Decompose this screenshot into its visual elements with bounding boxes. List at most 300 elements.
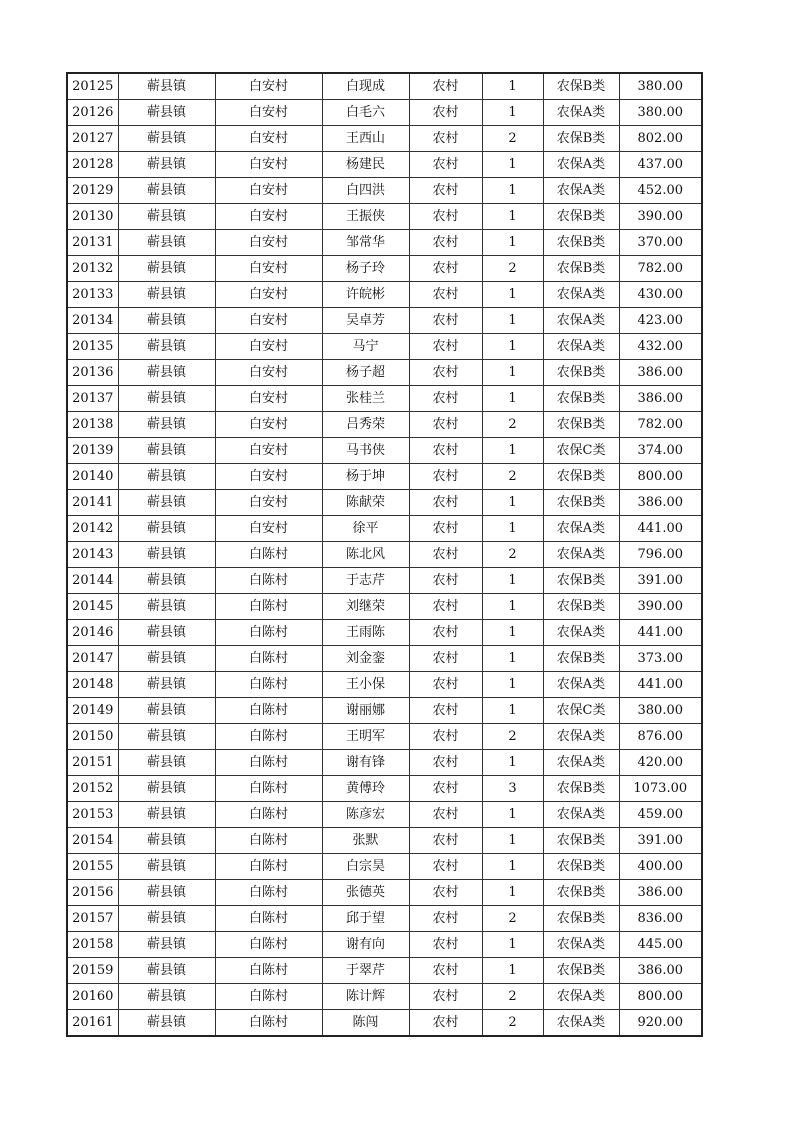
count-cell: 2 [482,724,543,750]
area-cell: 农村 [409,152,482,178]
area-cell: 农村 [409,672,482,698]
village-cell: 白陈村 [215,802,322,828]
serial-cell: 20161 [67,1010,118,1037]
village-cell: 白陈村 [215,620,322,646]
category-cell: 农保B类 [543,958,619,984]
table-row [67,854,702,880]
table-row [67,126,702,152]
town-cell: 蕲县镇 [118,386,215,412]
area-cell: 农村 [409,100,482,126]
area-cell: 农村 [409,698,482,724]
serial-cell: 20150 [67,724,118,750]
category-cell: 农保A类 [543,620,619,646]
table-row [67,100,702,126]
serial-cell: 20128 [67,152,118,178]
count-cell: 1 [482,73,543,100]
town-cell: 蕲县镇 [118,854,215,880]
serial-cell: 20139 [67,438,118,464]
serial-cell: 20140 [67,464,118,490]
amount-cell: 452.00 [619,178,702,204]
town-cell: 蕲县镇 [118,880,215,906]
category-cell: 农保A类 [543,178,619,204]
table-row [67,906,702,932]
serial-cell: 20135 [67,334,118,360]
village-cell: 白陈村 [215,880,322,906]
area-cell: 农村 [409,464,482,490]
table-row [67,828,702,854]
name-cell: 杨子超 [322,360,409,386]
area-cell: 农村 [409,386,482,412]
area-cell: 农村 [409,542,482,568]
table-row [67,750,702,776]
area-cell: 农村 [409,568,482,594]
name-cell: 杨子玲 [322,256,409,282]
serial-cell: 20145 [67,594,118,620]
count-cell: 1 [482,386,543,412]
category-cell: 农保B类 [543,828,619,854]
table-row [67,802,702,828]
count-cell: 1 [482,750,543,776]
name-cell: 吴卓芳 [322,308,409,334]
name-cell: 张德英 [322,880,409,906]
table-row [67,958,702,984]
name-cell: 吕秀荣 [322,412,409,438]
category-cell: 农保B类 [543,204,619,230]
count-cell: 2 [482,412,543,438]
amount-cell: 374.00 [619,438,702,464]
serial-cell: 20160 [67,984,118,1010]
count-cell: 1 [482,594,543,620]
table-row [67,620,702,646]
town-cell: 蕲县镇 [118,282,215,308]
table-row [67,73,702,100]
name-cell: 马宁 [322,334,409,360]
name-cell: 黄傅玲 [322,776,409,802]
village-cell: 白安村 [215,152,322,178]
village-cell: 白陈村 [215,828,322,854]
area-cell: 农村 [409,932,482,958]
count-cell: 1 [482,958,543,984]
area-cell: 农村 [409,126,482,152]
table-row [67,698,702,724]
table-row [67,490,702,516]
area-cell: 农村 [409,854,482,880]
area-cell: 农村 [409,438,482,464]
serial-cell: 20155 [67,854,118,880]
name-cell: 陈北风 [322,542,409,568]
village-cell: 白安村 [215,516,322,542]
name-cell: 刘继荣 [322,594,409,620]
area-cell: 农村 [409,178,482,204]
area-cell: 农村 [409,516,482,542]
area-cell: 农村 [409,906,482,932]
serial-cell: 20130 [67,204,118,230]
name-cell: 谢有锋 [322,750,409,776]
count-cell: 1 [482,204,543,230]
amount-cell: 432.00 [619,334,702,360]
count-cell: 1 [482,672,543,698]
amount-cell: 423.00 [619,308,702,334]
table-row [67,256,702,282]
table-row [67,360,702,386]
name-cell: 马书侠 [322,438,409,464]
amount-cell: 400.00 [619,854,702,880]
count-cell: 1 [482,100,543,126]
village-cell: 白陈村 [215,854,322,880]
village-cell: 白安村 [215,308,322,334]
village-cell: 白安村 [215,438,322,464]
town-cell: 蕲县镇 [118,360,215,386]
amount-cell: 800.00 [619,984,702,1010]
name-cell: 白宗昊 [322,854,409,880]
amount-cell: 459.00 [619,802,702,828]
area-cell: 农村 [409,334,482,360]
village-cell: 白安村 [215,256,322,282]
town-cell: 蕲县镇 [118,750,215,776]
name-cell: 刘金銮 [322,646,409,672]
town-cell: 蕲县镇 [118,620,215,646]
serial-cell: 20136 [67,360,118,386]
area-cell: 农村 [409,958,482,984]
count-cell: 2 [482,906,543,932]
serial-cell: 20131 [67,230,118,256]
village-cell: 白安村 [215,334,322,360]
count-cell: 1 [482,828,543,854]
town-cell: 蕲县镇 [118,438,215,464]
village-cell: 白陈村 [215,698,322,724]
village-cell: 白陈村 [215,542,322,568]
amount-cell: 1073.00 [619,776,702,802]
area-cell: 农村 [409,256,482,282]
village-cell: 白陈村 [215,1010,322,1037]
category-cell: 农保A类 [543,724,619,750]
table-row [67,672,702,698]
village-cell: 白陈村 [215,568,322,594]
serial-cell: 20137 [67,386,118,412]
count-cell: 1 [482,646,543,672]
table-row [67,932,702,958]
name-cell: 陈献荣 [322,490,409,516]
count-cell: 2 [482,542,543,568]
amount-cell: 391.00 [619,828,702,854]
count-cell: 1 [482,620,543,646]
town-cell: 蕲县镇 [118,646,215,672]
category-cell: 农保A类 [543,672,619,698]
area-cell: 农村 [409,620,482,646]
category-cell: 农保B类 [543,386,619,412]
table-row [67,282,702,308]
serial-cell: 20125 [67,73,118,100]
town-cell: 蕲县镇 [118,334,215,360]
amount-cell: 782.00 [619,256,702,282]
amount-cell: 430.00 [619,282,702,308]
category-cell: 农保B类 [543,568,619,594]
count-cell: 1 [482,568,543,594]
town-cell: 蕲县镇 [118,100,215,126]
serial-cell: 20146 [67,620,118,646]
serial-cell: 20157 [67,906,118,932]
count-cell: 1 [482,698,543,724]
town-cell: 蕲县镇 [118,73,215,100]
serial-cell: 20129 [67,178,118,204]
town-cell: 蕲县镇 [118,490,215,516]
count-cell: 1 [482,854,543,880]
name-cell: 王西山 [322,126,409,152]
town-cell: 蕲县镇 [118,178,215,204]
name-cell: 陈彦宏 [322,802,409,828]
table-row [67,984,702,1010]
area-cell: 农村 [409,230,482,256]
category-cell: 农保B类 [543,464,619,490]
amount-cell: 390.00 [619,594,702,620]
table-row [67,724,702,750]
serial-cell: 20143 [67,542,118,568]
name-cell: 白毛六 [322,100,409,126]
area-cell: 农村 [409,282,482,308]
category-cell: 农保B类 [543,256,619,282]
count-cell: 1 [482,932,543,958]
amount-cell: 441.00 [619,672,702,698]
area-cell: 农村 [409,204,482,230]
area-cell: 农村 [409,776,482,802]
category-cell: 农保A类 [543,984,619,1010]
village-cell: 白陈村 [215,958,322,984]
village-cell: 白安村 [215,464,322,490]
name-cell: 杨于坤 [322,464,409,490]
category-cell: 农保B类 [543,360,619,386]
village-cell: 白安村 [215,490,322,516]
category-cell: 农保A类 [543,542,619,568]
count-cell: 1 [482,802,543,828]
serial-cell: 20158 [67,932,118,958]
amount-cell: 386.00 [619,958,702,984]
area-cell: 农村 [409,360,482,386]
table-row [67,776,702,802]
town-cell: 蕲县镇 [118,932,215,958]
area-cell: 农村 [409,828,482,854]
village-cell: 白安村 [215,282,322,308]
name-cell: 白现成 [322,73,409,100]
village-cell: 白陈村 [215,932,322,958]
area-cell: 农村 [409,724,482,750]
town-cell: 蕲县镇 [118,126,215,152]
category-cell: 农保A类 [543,334,619,360]
count-cell: 1 [482,308,543,334]
count-cell: 1 [482,152,543,178]
name-cell: 王雨陈 [322,620,409,646]
amount-cell: 437.00 [619,152,702,178]
village-cell: 白安村 [215,100,322,126]
town-cell: 蕲县镇 [118,672,215,698]
village-cell: 白陈村 [215,776,322,802]
town-cell: 蕲县镇 [118,204,215,230]
category-cell: 农保B类 [543,230,619,256]
table-row [67,386,702,412]
category-cell: 农保A类 [543,282,619,308]
town-cell: 蕲县镇 [118,256,215,282]
count-cell: 2 [482,1010,543,1037]
name-cell: 于翠芹 [322,958,409,984]
serial-cell: 20132 [67,256,118,282]
name-cell: 张桂兰 [322,386,409,412]
count-cell: 1 [482,516,543,542]
serial-cell: 20149 [67,698,118,724]
table-row [67,880,702,906]
count-cell: 2 [482,126,543,152]
town-cell: 蕲县镇 [118,802,215,828]
table-row [67,230,702,256]
count-cell: 1 [482,438,543,464]
village-cell: 白陈村 [215,724,322,750]
category-cell: 农保B类 [543,594,619,620]
table-row [67,178,702,204]
table-row [67,308,702,334]
name-cell: 张默 [322,828,409,854]
amount-cell: 445.00 [619,932,702,958]
name-cell: 陈计辉 [322,984,409,1010]
area-cell: 农村 [409,646,482,672]
serial-cell: 20154 [67,828,118,854]
count-cell: 1 [482,490,543,516]
village-cell: 白陈村 [215,646,322,672]
name-cell: 于志芹 [322,568,409,594]
serial-cell: 20159 [67,958,118,984]
serial-cell: 20152 [67,776,118,802]
count-cell: 2 [482,464,543,490]
town-cell: 蕲县镇 [118,230,215,256]
count-cell: 1 [482,230,543,256]
table-row [67,464,702,490]
count-cell: 1 [482,282,543,308]
count-cell: 1 [482,334,543,360]
town-cell: 蕲县镇 [118,828,215,854]
table-row [67,516,702,542]
town-cell: 蕲县镇 [118,984,215,1010]
area-cell: 农村 [409,984,482,1010]
serial-cell: 20142 [67,516,118,542]
name-cell: 白四洪 [322,178,409,204]
category-cell: 农保A类 [543,100,619,126]
name-cell: 邱于望 [322,906,409,932]
amount-cell: 380.00 [619,73,702,100]
area-cell: 农村 [409,880,482,906]
amount-cell: 420.00 [619,750,702,776]
table-row [67,1010,702,1037]
area-cell: 农村 [409,73,482,100]
area-cell: 农村 [409,490,482,516]
category-cell: 农保C类 [543,698,619,724]
area-cell: 农村 [409,594,482,620]
serial-cell: 20147 [67,646,118,672]
name-cell: 王明军 [322,724,409,750]
amount-cell: 370.00 [619,230,702,256]
amount-cell: 380.00 [619,698,702,724]
serial-cell: 20138 [67,412,118,438]
town-cell: 蕲县镇 [118,152,215,178]
town-cell: 蕲县镇 [118,568,215,594]
town-cell: 蕲县镇 [118,464,215,490]
category-cell: 农保B类 [543,854,619,880]
name-cell: 王小保 [322,672,409,698]
category-cell: 农保A类 [543,1010,619,1037]
town-cell: 蕲县镇 [118,516,215,542]
area-cell: 农村 [409,750,482,776]
amount-cell: 386.00 [619,490,702,516]
amount-cell: 373.00 [619,646,702,672]
village-cell: 白陈村 [215,984,322,1010]
category-cell: 农保B类 [543,126,619,152]
amount-cell: 386.00 [619,386,702,412]
amount-cell: 920.00 [619,1010,702,1037]
amount-cell: 441.00 [619,620,702,646]
table-row [67,412,702,438]
category-cell: 农保B类 [543,776,619,802]
village-cell: 白安村 [215,204,322,230]
serial-cell: 20148 [67,672,118,698]
village-cell: 白陈村 [215,750,322,776]
count-cell: 1 [482,880,543,906]
table-row [67,568,702,594]
category-cell: 农保A类 [543,750,619,776]
name-cell: 王振侠 [322,204,409,230]
category-cell: 农保B类 [543,412,619,438]
category-cell: 农保B类 [543,490,619,516]
category-cell: 农保B类 [543,646,619,672]
count-cell: 1 [482,178,543,204]
category-cell: 农保A类 [543,308,619,334]
table-row [67,594,702,620]
area-cell: 农村 [409,308,482,334]
area-cell: 农村 [409,802,482,828]
count-cell: 2 [482,984,543,1010]
name-cell: 谢丽娜 [322,698,409,724]
serial-cell: 20153 [67,802,118,828]
amount-cell: 802.00 [619,126,702,152]
village-cell: 白安村 [215,73,322,100]
category-cell: 农保C类 [543,438,619,464]
records-table [66,72,703,1037]
amount-cell: 391.00 [619,568,702,594]
town-cell: 蕲县镇 [118,906,215,932]
village-cell: 白陈村 [215,672,322,698]
serial-cell: 20133 [67,282,118,308]
town-cell: 蕲县镇 [118,1010,215,1037]
town-cell: 蕲县镇 [118,698,215,724]
amount-cell: 380.00 [619,100,702,126]
village-cell: 白陈村 [215,594,322,620]
village-cell: 白安村 [215,178,322,204]
area-cell: 农村 [409,412,482,438]
serial-cell: 20141 [67,490,118,516]
count-cell: 1 [482,360,543,386]
village-cell: 白安村 [215,230,322,256]
serial-cell: 20144 [67,568,118,594]
serial-cell: 20151 [67,750,118,776]
table-row [67,152,702,178]
table-row [67,334,702,360]
category-cell: 农保A类 [543,932,619,958]
area-cell: 农村 [409,1010,482,1037]
village-cell: 白安村 [215,126,322,152]
table-row [67,646,702,672]
serial-cell: 20127 [67,126,118,152]
village-cell: 白安村 [215,360,322,386]
town-cell: 蕲县镇 [118,958,215,984]
count-cell: 3 [482,776,543,802]
table-row [67,542,702,568]
town-cell: 蕲县镇 [118,308,215,334]
village-cell: 白安村 [215,386,322,412]
